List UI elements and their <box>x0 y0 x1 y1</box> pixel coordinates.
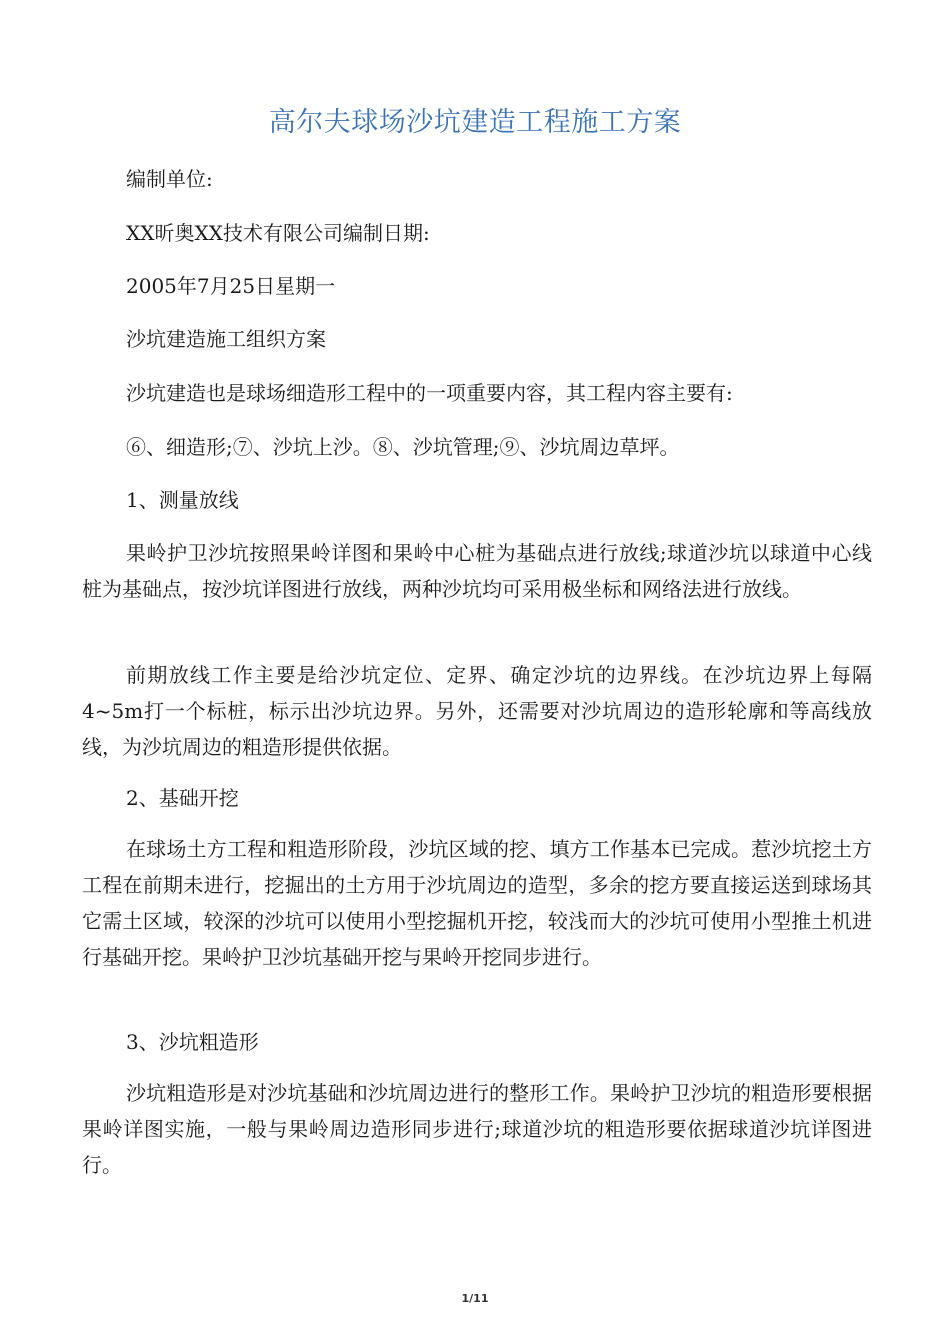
intro-line: 沙坑建造也是球场细造形工程中的一项重要内容，其工程内容主要有: <box>126 381 733 405</box>
compiler-label: 编制单位: <box>126 167 213 191</box>
section1-paragraph-1: 果岭护卫沙坑按照果岭详图和果岭中心桩为基础点进行放线;球道沙坑以球道中心线桩为基础点，按沙坑详图进行放线，两种沙坑均可采用极坐标和网络法进行放线。 <box>82 541 872 601</box>
section-heading-3: 3、沙坑粗造形 <box>126 1030 259 1054</box>
section-heading-1: 1、测量放线 <box>126 488 239 512</box>
contents-line: ⑥、细造形;⑦、沙坑上沙。⑧、沙坑管理;⑨、沙坑周边草坪。 <box>126 435 680 459</box>
section3-paragraph-1: 沙坑粗造形是对沙坑基础和沙坑周边进行的整形工作。果岭护卫沙坑的粗造形要根据果岭详图实施，一般与果岭周边造形同步进行;球道沙坑的粗造形要依据球道沙坑详图进行。 <box>82 1081 872 1177</box>
document-title: 高尔夫球场沙坑建造工程施工方案 <box>268 107 682 138</box>
company-line: XX昕奥XX技术有限公司编制日期: <box>126 221 430 245</box>
section-heading-2: 2、基础开挖 <box>126 786 239 810</box>
section1-paragraph-2: 前期放线工作主要是给沙坑定位、定界、确定沙坑的边界线。在沙坑边界上每隔4~5m打一个标桩，标示出沙坑边界。另外，还需要对沙坑周边的造形轮廓和等高线放线，为沙坑周边的粗造形提供依据。 <box>82 663 872 759</box>
date-line: 2005年7月25日星期一 <box>126 274 336 298</box>
plan-subtitle: 沙坑建造施工组织方案 <box>126 327 326 351</box>
section2-paragraph-1: 在球场土方工程和粗造形阶段，沙坑区域的挖、填方工作基本已完成。惹沙坑挖土方工程在前期未进行，挖掘出的土方用于沙坑周边的造型，多余的挖方要直接运送到球场其它需土区域，较深的沙坑可以使用小型挖掘机开挖，较浅而大的沙坑可使用小型推土机进行基础开挖。果岭护卫沙坑基础开挖与果岭开挖同步进行。 <box>82 837 872 969</box>
page-number: 1/11 <box>461 1292 489 1305</box>
